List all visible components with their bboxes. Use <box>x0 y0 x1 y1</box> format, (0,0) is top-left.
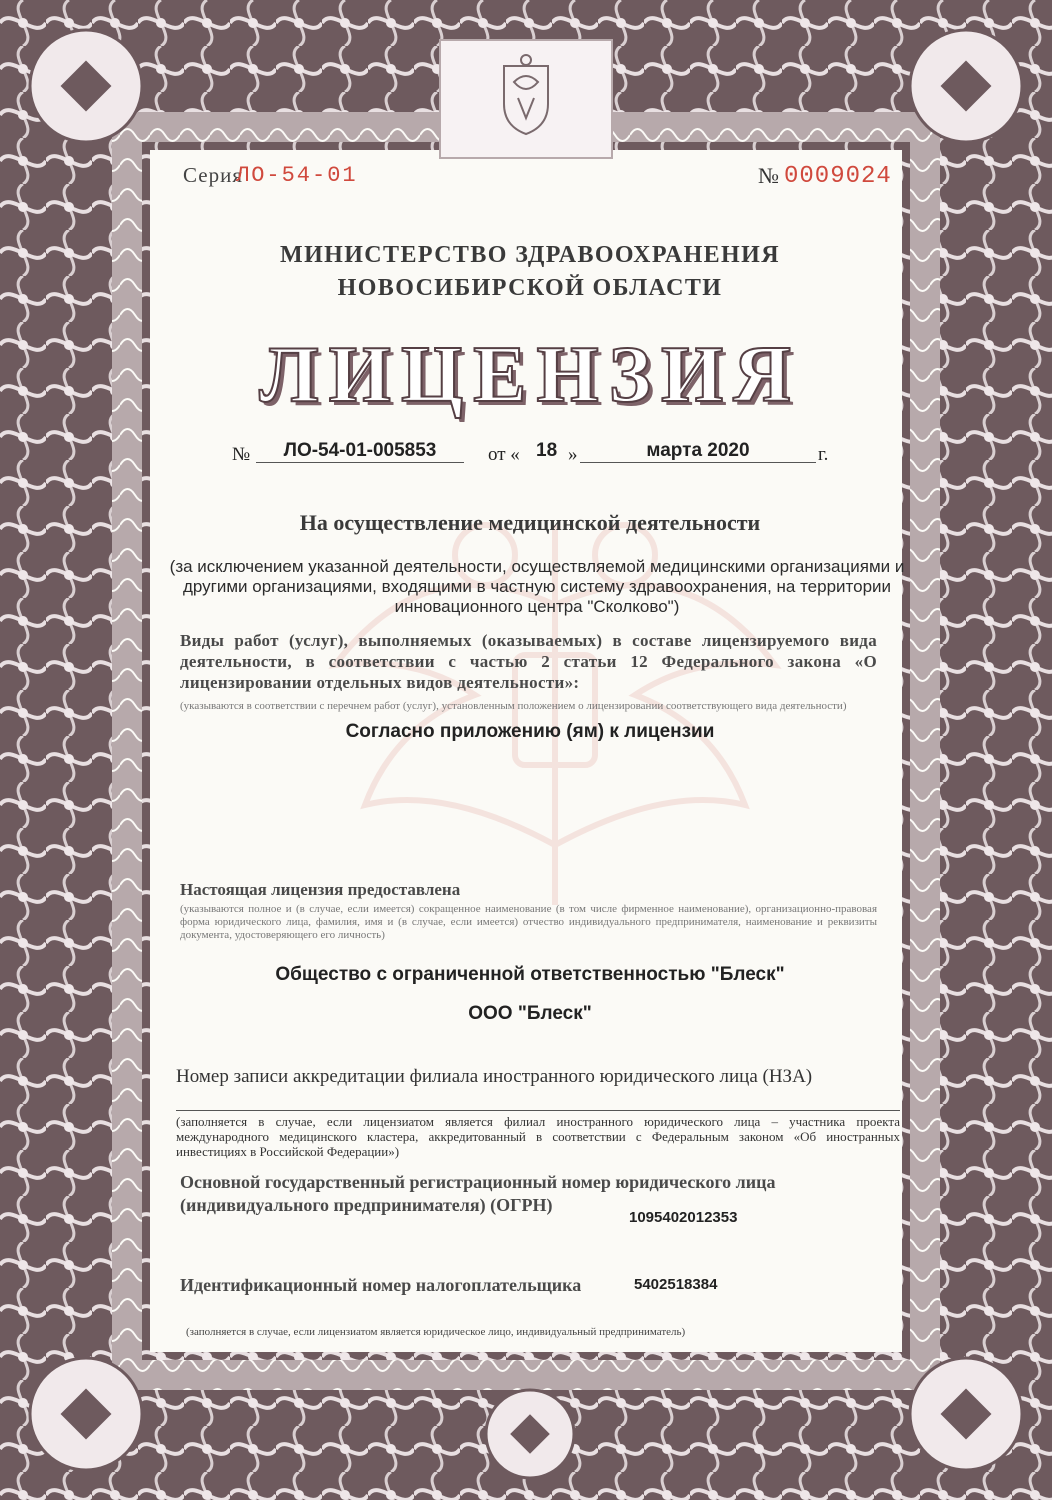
blank-number-label: № <box>758 163 779 188</box>
inn-hint: (заполняется в случае, если лицензиатом является юридическое лицо, индивидуальный предприниматель) <box>186 1326 686 1338</box>
series-label: Серия <box>183 163 243 187</box>
ministry-name-line-1: МИНИСТЕРСТВО ЗДРАВООХРАНЕНИЯ <box>280 242 780 268</box>
licensee-hint: (указываются полное и (в случае, если имеется) сокращенное наименование (в том числе фирменное наименование), организационно-правовая форма юридического лица, фамилия, имя и (в случае, если имеется) отчество индивидуального предпринимателя, наименование и реквизиты документа, удостоверяющего его личность) <box>180 903 877 941</box>
year-suffix: г. <box>818 444 829 465</box>
date-day-value: 18 <box>536 440 558 461</box>
inn-label: Идентификационный номер налогоплательщика <box>180 1275 582 1295</box>
date-month-year-value: марта 2020 <box>580 440 816 463</box>
ogrn-value: 1095402012353 <box>629 1209 738 1226</box>
nza-hint: (заполняется в случае, если лицензиатом является филиал иностранного юридического лица – участника проекта международного медицинского кластера, аккредитованный в соответствии с Федеральным законом «Об иностранных инвестициях в Российской Федерации») <box>176 1114 900 1159</box>
works-value: Согласно приложению (ям) к лицензии <box>345 721 715 742</box>
nza-label: Номер записи аккредитации филиала иностранного юридического лица (НЗА) <box>176 1066 813 1087</box>
licensee-short-name: ООО "Блеск" <box>468 1003 592 1024</box>
date-day-close: » <box>568 444 578 465</box>
nza-value-line <box>176 1109 900 1111</box>
licensee-heading: Настоящая лицензия предоставлена <box>180 880 461 899</box>
licensee-full-name: Общество с ограниченной ответственностью "Блеск" <box>275 964 785 985</box>
inn-value: 5402518384 <box>634 1276 718 1293</box>
license-no-label: № <box>232 444 251 465</box>
works-hint: (указываются в соответствии с перечнем работ (услуг), установленным положением о лицензировании соответствующего вида деятельности) <box>180 700 847 712</box>
ministry-name-line-2: НОВОСИБИРСКОЙ ОБЛАСТИ <box>337 275 723 301</box>
document-title: ЛИЦЕНЗИЯ <box>259 331 801 419</box>
activity-heading: На осуществление медицинской деятельности <box>299 510 761 535</box>
license-number-line <box>232 440 832 470</box>
blank-number-value: 0009024 <box>784 163 892 190</box>
license-no-value: ЛО-54-01-005853 <box>256 440 464 463</box>
ogrn-label: Основной государственный регистрационный номер юридического лица (индивидуального предпринимателя) (ОГРН) <box>180 1172 776 1215</box>
date-from-label: от « <box>488 444 520 465</box>
series-value: ЛО-54-01 <box>236 163 358 188</box>
activity-exception-text: (за исключением указанной деятельности, осуществляемой медицинскими организациями и другими организациями, входящими в частную систему здравоохранения, на территории инновационного центра "Сколково") <box>169 557 905 616</box>
works-description: Виды работ (услуг), выполняемых (оказываемых) в составе лицензируемого вида деятельности, в соответствии с частью 2 статьи 12 Федерального закона «О лицензировании отдельных видов деятельности»: <box>180 631 877 692</box>
